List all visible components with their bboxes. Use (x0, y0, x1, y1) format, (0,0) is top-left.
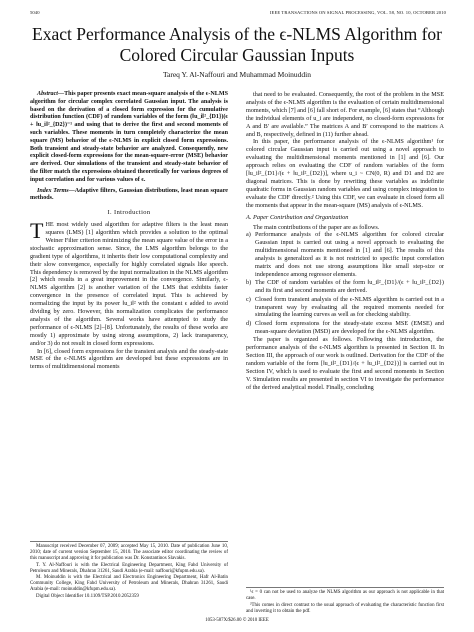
intro-paragraph-2: In [6], closed form expressions for the transient analysis and the steady-state MSE of the ϵ-NLMS algorithm are developed but these expressions are in terms of multidimensional moments (30, 347, 228, 371)
list-item-text: Closed form expressions for the steady-state excess MSE (EMSE) and mean-square deviation (MSD) are developed for the ϵ-NLMS algorithm. (255, 319, 444, 335)
abstract-lead: Abstract (37, 91, 58, 97)
manuscript-note: Digital Object Identifier 10.1109/TSP.2010.2052359 (36, 593, 139, 599)
page-number: 5040 (30, 10, 40, 15)
copyright-footer: 1053-587X/$26.00 © 2010 IEEE (205, 618, 269, 623)
list-item (246, 296, 444, 320)
abstract (30, 91, 228, 185)
list-item-label: a) (246, 231, 251, 239)
list-item-label: c) (246, 295, 251, 303)
list-item-text: Closed form transient analysis of the ϵ-NLMS algorithm is carried out in a transparent way by evaluating all the required moments needed for simulating the learning curves as well as for checking stability. (255, 295, 444, 319)
index-terms-lead: Index Terms (37, 187, 69, 194)
subsection-heading: A. Paper Contribution and Organization (246, 213, 349, 221)
contributions-list (246, 231, 444, 335)
list-item-label: b) (246, 279, 252, 287)
right-column (246, 91, 444, 392)
paper-authors: Tareq Y. Al-Naffouri and Muhammad Moinuddin (162, 70, 312, 79)
list-item-text: Performance analysis of the ϵ-NLMS algorithm for colored circular Gaussian input is carried out using a novel approach to evaluating the multidimensional moments mentioned in [1] and [6]. The results of this analysis is generalized as it is not restricted to specific input correlation matrix and does not use strong assumptions like small step-size or independence among regressor elements. (255, 231, 444, 278)
left-column (30, 91, 228, 371)
list-item (246, 231, 444, 278)
paper-title: Exact Performance Analysis of the ϵ-NLMS Algorithm for Colored Circular Gaussian Inputs (32, 24, 442, 65)
index-terms (30, 188, 228, 204)
manuscript-note: Manuscript received December 07, 2009; accepted May 15, 2010. Date of publication June 10, 2010; date of current version September 15, 2010. The associate editor coordinating the review of this manuscript and approving it for publication was Dr. Konstantinos Slavakis. (30, 544, 228, 562)
list-item-text: The CDF of random variables of the form ‖u_i‖²_{D1}/(ϵ + ‖u_i‖²_{D2}) and its first and second moments are derived. (255, 279, 444, 295)
list-item (246, 279, 444, 295)
journal-header: IEEE TRANSACTIONS ON SIGNAL PROCESSING, VOL. 58, NO. 10, OCTOBER 2010 (269, 10, 446, 15)
intro-paragraph (30, 218, 228, 348)
body-paragraph: In this paper, the performance analysis of the ϵ-NLMS algorithm¹ for colored circular Gaussian input is carried out using a novel approach to evaluating the multidimensional moments mentioned in [1] and [6]. Our approach relies on evaluating the CDF of random variables of the form [‖u_i‖²_{D1}/(ϵ + ‖u_i‖²_{D2})], where u_i ~ CN(0, R) and D1 and D2 are diagonal matrices. This is done by rewriting these variables as indefinite quadratic forms in Gaussian random variables and using complex integration to evaluate the CDF directly.² Using this CDF, we can evaluate in closed form all the moments that appear in the mean-square (MS) analysis of ϵ-NLMS. (246, 138, 444, 209)
manuscript-notes (30, 541, 228, 600)
list-item-label: d) (246, 319, 252, 327)
footnote: ¹ϵ = 0 can not be used to analyze the NLMS algorithm as our approach is not applicable in that case. (246, 590, 444, 602)
drop-cap: T (30, 218, 44, 244)
body-paragraph: The paper is organized as follows. Following this introduction, the performance analysis of the ϵ-NLMS algorithm is presented in Section II. In Section III, the approach of our work is outlined. Derivation for the CDF of the random variable of the form [‖u_i‖²_{D1}/(ϵ + ‖u_i‖²_{D2})] is carried out in Section IV, which is used to evaluate the first and second moments in Section V. Simulation results are presented in section VI to investigate the performance of the derived analytical model. Finally, concluding (246, 336, 444, 391)
manuscript-note: M. Moinuddin is with the Electrical and Electronics Engineering Department, Hafr Al-Batin Community College, King Fahd University of Petroleum and Minerals, Dhahran 31261, Saudi Arabia (e-mail: moinuddin@kfupm.edu.sa). (30, 575, 228, 593)
body-paragraph: that need to be evaluated. Consequently, the root of the problem in the MSE analysis of the ϵ-NLMS algorithm is the evaluation of certain multidimensional moments, which [7] and [6] fall short of. For example, [6] states that “Although the individual elements of u_i are independent, no closed-form expressions for A and B′ are available.” The matrices A and B′ correspond to the matrices A and B, respectively, defined in (11) further ahead. (246, 91, 444, 138)
intro-paragraph-text: HE most widely used algorithm for adaptive filters is the least mean squares (LMS) [1] algorithm which provides a solution to the optimal Weiner Filter criterion minimizing the mean square value of the error in a stochastic approximation sense. Since, the LMS algorithm belongs to the gradient type of algorithms, it inherits their low computational complexity and their slow convergence, especially for highly correlated signals like speech. This dependency is removed by the input normalization in the NLMS algorithm [2] which results in a great improvement in the convergence. Similarly, ϵ-NLMS algorithm [2] is another variation of the LMS that exhibits faster convergence in the presence of correlated input. This is achieved by normalizing the input by its power ‖u_i‖² with the constant ϵ added to avoid dividing by zero. However, this normalization complicates the performance analysis of the algorithm. Several works have attempted to study the performance of ϵ-NLMS [2]–[8]. Unfortunately, the results of these works are mostly 1) approximate by using strong assumptions, 2) lack transparency, and/or 3) do not result in closed form expressions. (30, 221, 228, 347)
abstract-text: —This paper presents exact mean-square analysis of the ϵ-NLMS algorithm for circular complex correlated Gaussian input. The analysis is based on the derivation of a closed form expression for the cumulative distribution function (CDF) of random variables of the form (‖u_i‖²_{D1})(ϵ + ‖u_i‖²_{D2})⁻¹ and using that to derive the first and second moments of such variables. These moments in turn completely characterize the mean square (MS) behavior of the ϵ-NLMS in explicit closed form expressions. Both transient and steady-state behavior are analyzed. Consequently, new explicit closed-form expressions for the mean-square-error (MSE) behavior are derived. Our simulations of the transient and steady-state behavior of the filter match the expressions obtained theoretically for various degrees of input correlation and for various values of ϵ. (30, 91, 228, 183)
section-heading-introduction: I. Introduction (107, 209, 151, 217)
manuscript-note: T. Y. Al-Naffouri is with the Electrical Engineering Department, King Fahd University of Petroleum and Minerals, Dhahran 31261, Saudi Arabia (e-mail: naffouri@kfupm.edu.sa). (30, 562, 228, 574)
footnotes (246, 587, 444, 616)
body-paragraph: The main contributions of the paper are as follows. (253, 223, 380, 231)
index-terms-text: —Adaptive filters, Gaussian distributions, least mean square methods. (30, 187, 228, 202)
footnote: ²This comes in direct contrast to the usual approach of evaluating the characteristic function first and inverting it to obtain the pdf. (246, 603, 444, 615)
list-item (246, 320, 444, 336)
